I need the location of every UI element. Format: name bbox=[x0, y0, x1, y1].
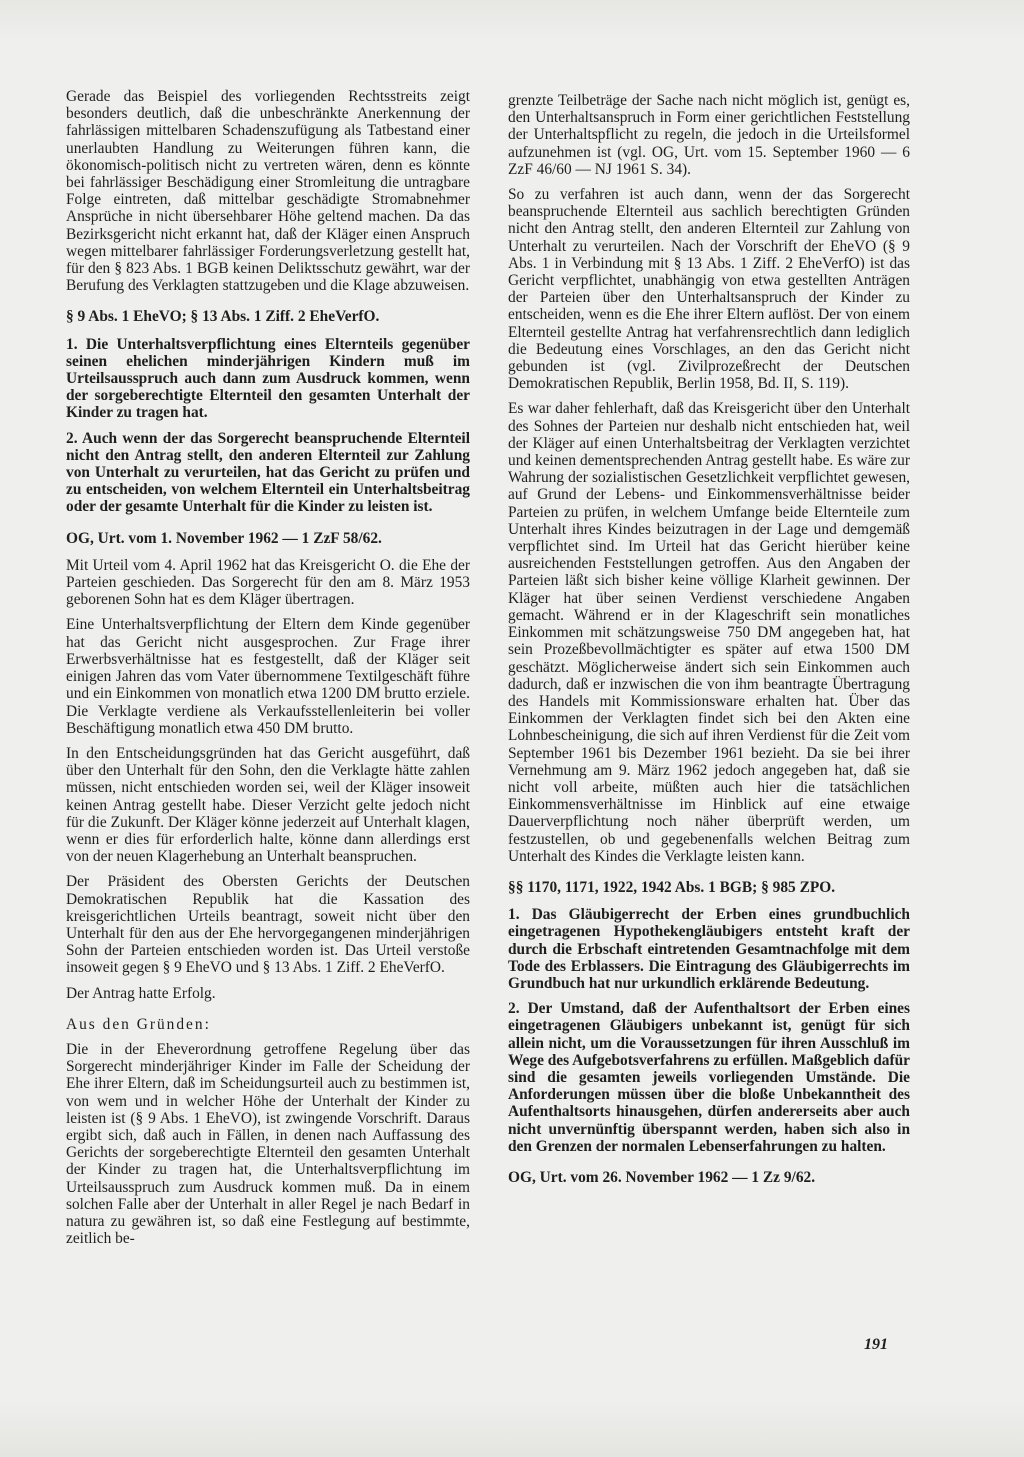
headnote-1: 1. Die Unterhaltsverpflichtung eines Elternteils gegenüber seinen ehelichen minderjährigen Kindern muß im Urteilsausspruch auch dann zum Ausdruck kommen, wenn der sorgeberechtigte Elternteil den gesamten Unterhalt der Kinder zu tragen hat. bbox=[66, 335, 470, 422]
headnote-2: 2. Auch wenn der das Sorgerecht beanspruchende Elternteil nicht den Antrag stellt, den anderen Elternteil zur Zahlung von Unterhalt zu verurteilen, hat das Gericht zu prüfen und zu entscheiden, von welchem Elternteil ein Unterhaltsbeitrag oder der gesamte Unterhalt für die Kinder zu leisten ist. bbox=[66, 429, 470, 516]
paragraph: Der Präsident des Obersten Gerichts der Deutschen Demokratischen Republik hat die Kassation des kreisgerichtlichen Urteils beantragt, soweit nicht über den Unterhalt für den aus der Ehe hervorgegangenen minderjährigen Sohn der Parteien entschieden worden ist. Das Urteil verstoße insoweit gegen § 9 EheVO und § 13 Abs. 1 Ziff. 2 EheVerfO. bbox=[66, 873, 470, 977]
headnote-2: 2. Der Umstand, daß der Aufenthaltsort der Erben eines eingetragenen Gläubigers unbekannt ist, genügt für sich allein nicht, um die Voraussetzungen für ihren Ausschluß im Wege des Aufgebotsverfahrens zu erfüllen. Maßgeblich dafür sind die gesamten jeweils vorliegenden Umstände. Die Anforderungen müssen über die bloße Unbekanntheit des Aufenthaltsorts hinausgehen, dürfen andererseits aber auch nicht unvernünftig überspannt werden, haben sich also in den Grenzen der normalen Lebenserfahrungen zu halten. bbox=[508, 1000, 910, 1155]
paragraph: So zu verfahren ist auch dann, wenn der das Sorgerecht beanspruchende Elternteil aus sachlich berechtigten Gründen nicht den Antrag stellt, den anderen Elternteil zur Zahlung von Unterhalt zu verurteilen. Nach der Vorschrift der EheVO (§ 9 Abs. 1 in Verbindung mit § 13 Abs. 1 Ziff. 2 EheVerfO) ist das Gericht verpflichtet, unabhängig von etwa gestellten Anträgen der Parteien über den Unterhaltsanspruch der Kinder zu entscheiden, wenn es die Ehe ihrer Eltern auflöst. Der von einem Elternteil gestellte Antrag hat verfahrensrechtlich dann lediglich die Bedeutung eines Vorschlages, an den das Gericht nicht gebunden ist (vgl. Zivilprozeßrecht der Deutschen Demokratischen Republik, Berlin 1958, Bd. II, S. 119). bbox=[508, 186, 910, 393]
court-citation: OG, Urt. vom 26. November 1962 — 1 Zz 9/62. bbox=[508, 1168, 816, 1186]
left-column bbox=[66, 88, 470, 1255]
paragraph: grenzte Teilbeträge der Sache nach nicht möglich ist, genügt es, den Unterhaltsanspruch in Form einer gerichtlichen Feststellung der Unterhaltspflicht zu regeln, die jedoch in die Urteilsformel aufzunehmen ist (vgl. OG, Urt. vom 15. September 1960 — 6 ZzF 46/60 — NJ 1961 S. 34). bbox=[508, 92, 910, 178]
page-number: 191 bbox=[864, 1336, 888, 1353]
paragraph: In den Entscheidungsgründen hat das Gericht ausgeführt, daß über den Unterhalt für den Sohn, den die Verklagte hätte zahlen müssen, nicht entschieden worden sei, weil der Kläger insoweit keinen Antrag gestellt habe. Dieser Verzicht gelte jedoch nicht für die Zukunft. Der Kläger könne jederzeit auf Unterhalt klagen, wenn er dies für erforderlich halte, könne dann allerdings erst von der neuen Klagerhebung an Unterhalt beanspruchen. bbox=[66, 744, 470, 866]
paragraph: Eine Unterhaltsverpflichtung der Eltern dem Kinde gegenüber hat das Gericht nicht ausgesprochen. Zur Frage ihrer Erwerbsverhältnisse hat es festgestellt, daß der Kläger seit einigen Jahren das vom Vater übernommene Textilgeschäft führe und ein Einkommen von monatlich etwa 1200 DM brutto erziele. Die Verklagte verdiene als Verkaufsstellenleiterin bei voller Beschäftigung monatlich etwa 450 DM brutto. bbox=[66, 616, 470, 737]
court-citation: OG, Urt. vom 1. November 1962 — 1 ZzF 58/62. bbox=[66, 529, 382, 547]
legal-reference-heading: § 9 Abs. 1 EheVO; § 13 Abs. 1 Ziff. 2 EheVerfO. bbox=[66, 308, 380, 326]
headnote-1: 1. Das Gläubigerrecht der Erben eines grundbuchlich eingetragenen Hypothekengläubigers entsteht kraft der durch die Erbschaft eintretenden Gesamtnachfolge mit dem Tode des Erblassers. Die Eintragung des Gläubigerrechts im Grundbuch hat nur urkundlich erklärende Bedeutung. bbox=[508, 906, 910, 992]
paragraph: Es war daher fehlerhaft, daß das Kreisgericht über den Unterhalt des Sohnes der Parteien nur deshalb nicht entschieden hat, weil der Kläger auf einen Unterhaltsbeitrag der Verklagten verzichtet und keinen dementsprechenden Antrag gestellt habe. Es wäre zur Wahrung der sozialistischen Gesetzlichkeit verpflichtet gewesen, auf Grund der Lebens- und Einkommensverhältnisse beider Parteien zu prüfen, in welchem Umfange beide Elternteile zum Unterhalt ihres Kindes beizutragen in der Lage und demgemäß verpflichtet sind. Im Urteil hat das Gericht hierüber keine ausreichenden Feststellungen getroffen. Aus den Angaben der Parteien läßt sich bisher keine völlige Klarheit gewinnen. Der Kläger hat über seinen Verdienst verschiedene Angaben gemacht. Während er in der Klageschrift sein monatliches Einkommen mit schätzungsweise 750 DM angegeben hat, hat sein Prozeßbevollmächtigter es später auf etwa 1500 DM geschätzt. Möglicherweise ändert sich sein Einkommen auch dadurch, daß er inzwischen die von ihm beantragte Übertragung des Handels mit Kommissionsware erhalten hat. Über das Einkommen der Verklagten findet sich bei den Akten eine Lohnbescheinigung, die sich auf ihren Verdienst für die Zeit vom September 1961 bis Dezember 1961 bezieht. Da sie bei ihrer Vernehmung am 9. März 1962 jedoch angegeben hat, daß sie nicht voll arbeite, müßten auch hier die tatsächlichen Einkommensverhältnisse im Hinblick auf eine etwaige Dauerverpflichtung noch näher überprüft werden, um festzustellen, ob und gegebenenfalls welchen Beitrag zum Unterhalt des Kindes die Verklagte leisten kann. bbox=[508, 400, 910, 865]
paragraph: Gerade das Beispiel des vorliegenden Rechtsstreits zeigt besonders deutlich, daß die unbeschränkte Anerkennung der fahrlässigen mittelbaren Schadenszufügung als Tatbestand einer unerlaubten Handlung zu Weiterungen führen kann, die ökonomisch-politisch nicht zu vertreten wären, denn es könnte bei fahrlässiger Beschädigung einer Stromleitung die untragbare Folge eintreten, daß mittelbar geschädigte Stromabnehmer Ansprüche in nicht übersehbarer Höhe geltend machen. Da das Bezirksgericht nicht erkannt hat, daß der Kläger einen Anspruch wegen mittelbarer fahrlässiger Forderungsverletzung gestellt hat, für den § 823 Abs. 1 BGB keinen Deliktsschutz gewährt, war der Berufung des Verklagten stattzugeben und die Klage abzuweisen. bbox=[66, 88, 470, 295]
paragraph: Die in der Eheverordnung getroffene Regelung über das Sorgerecht minderjähriger Kinder im Falle der Scheidung der Ehe ihrer Eltern, daß im Scheidungsurteil auch zu bestimmen ist, von wem und in welcher Höhe der Unterhalt der Kinder zu leisten ist (§ 9 Abs. 1 EheVO), ist zwingende Vorschrift. Daraus ergibt sich, daß auch in Fällen, in denen nach Auffassung des Gerichts der sorgeberechtigte Elternteil den gesamten Unterhalt der Kinder zu tragen hat, die Unterhaltsverpflichtung im Urteilsausspruch zum Ausdruck kommen muß. Da in einem solchen Falle aber der Unterhalt in aller Regel je nach Bedarf in natura zu gewähren ist, so daß eine Festlegung auf bestimmte, zeitlich be- bbox=[66, 1040, 470, 1248]
right-column bbox=[508, 92, 910, 1196]
section-heading: Aus den Gründen: bbox=[66, 1015, 211, 1033]
paragraph: Der Antrag hatte Erfolg. bbox=[66, 984, 216, 1002]
paragraph: Mit Urteil vom 4. April 1962 hat das Kreisgericht O. die Ehe der Parteien geschieden. Das Sorgerecht für den am 8. März 1953 geborenen Sohn hat es dem Kläger übertragen. bbox=[66, 556, 470, 609]
legal-reference-heading: §§ 1170, 1171, 1922, 1942 Abs. 1 BGB; § 985 ZPO. bbox=[508, 878, 836, 896]
